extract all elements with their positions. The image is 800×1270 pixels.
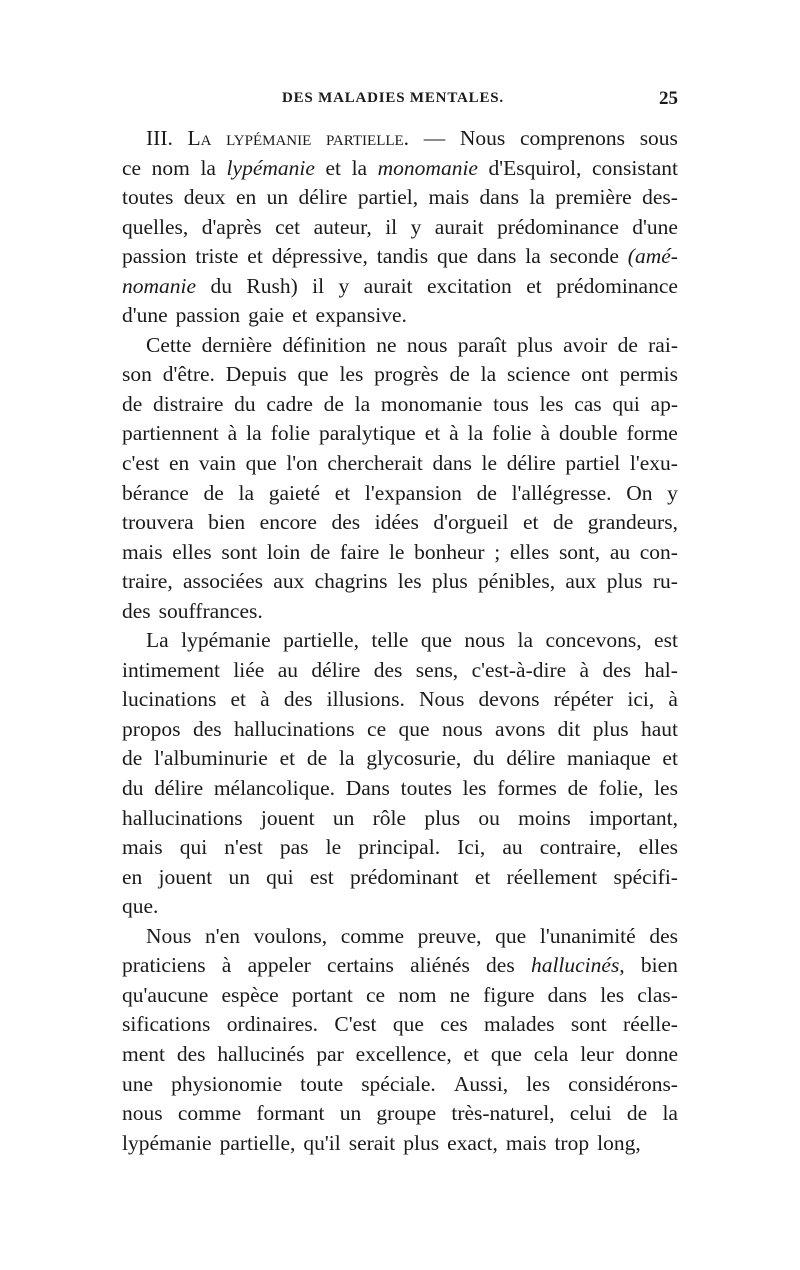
text-line: hallucinations jouent un rôle plus ou moins important, xyxy=(122,805,678,830)
text-line: nomanie du Rush) il y aurait excitation et prédominance xyxy=(122,273,678,298)
text-line: quelles, d'après cet auteur, il y aurait prédominance d'une xyxy=(122,214,678,239)
text-line: intimement liée au délire des sens, c'est-à-dire à des hal- xyxy=(122,657,678,682)
running-head xyxy=(122,90,678,116)
text-line: du délire mélancolique. Dans toutes les formes de folie, les xyxy=(122,776,678,801)
running-title: DES MALADIES MENTALES. xyxy=(282,90,504,106)
text-line: propos des hallucinations ce que nous avons dit plus haut xyxy=(122,716,678,741)
text-line: partiennent à la folie paralytique et à la folie à double forme xyxy=(122,421,678,446)
text-line: passion triste et dépressive, tandis que dans la seconde (amé- xyxy=(122,244,678,269)
text-line: trouvera bien encore des idées d'orgueil et de grandeurs, xyxy=(122,510,678,535)
text-line: des souffrances. xyxy=(122,598,263,623)
page-number: 25 xyxy=(659,88,678,109)
text-line: son d'être. Depuis que les progrès de la science ont permis xyxy=(122,362,678,387)
text-line: que. xyxy=(122,894,159,919)
text-line: de l'albuminurie et de la glycosurie, du délire maniaque et xyxy=(122,746,678,771)
text-line: mais qui n'est pas le principal. Ici, au contraire, elles xyxy=(122,835,678,860)
paragraph xyxy=(122,626,678,921)
text-line: qu'aucune espèce portant ce nom ne figure dans les clas- xyxy=(122,982,678,1007)
text-line: lucinations et à des illusions. Nous devons répéter ici, à xyxy=(122,687,678,712)
text-line: lypémanie partielle, qu'il serait plus exact, mais trop long, xyxy=(122,1130,641,1155)
text-line: traire, associées aux chagrins les plus pénibles, aux plus ru- xyxy=(122,569,678,594)
text-line: Nous n'en voulons, comme preuve, que l'unanimité des xyxy=(146,923,678,948)
paragraph xyxy=(122,331,678,626)
text-line: praticiens à appeler certains aliénés des hallucinés, bien xyxy=(122,953,678,978)
text-line: une physionomie toute spéciale. Aussi, les considérons- xyxy=(122,1071,678,1096)
paragraph xyxy=(122,124,678,331)
text-line: d'une passion gaie et expansive. xyxy=(122,303,407,328)
text-line: ce nom la lypémanie et la monomanie d'Esquirol, consistant xyxy=(122,155,678,180)
text-line: toutes deux en un délire partiel, mais dans la première des- xyxy=(122,185,678,210)
text-line: mais elles sont loin de faire le bonheur ; elles sont, au con- xyxy=(122,539,678,564)
text-line: La lypémanie partielle, telle que nous la concevons, est xyxy=(146,628,678,653)
text-line: nous comme formant un groupe très-naturel, celui de la xyxy=(122,1101,678,1126)
text-line: ment des hallucinés par excellence, et que cela leur donne xyxy=(122,1041,678,1066)
text-line: de distraire du cadre de la monomanie tous les cas qui ap- xyxy=(122,391,678,416)
text-line: c'est en vain que l'on chercherait dans le délire partiel l'exu- xyxy=(122,451,678,476)
text-line: bérance de la gaieté et l'expansion de l'allégresse. On y xyxy=(122,480,678,505)
paragraph xyxy=(122,922,678,1158)
body-text xyxy=(122,124,678,1158)
text-line: sifications ordinaires. C'est que ces malades sont réelle- xyxy=(122,1012,678,1037)
text-line: Cette dernière définition ne nous paraît plus avoir de rai- xyxy=(146,332,678,357)
text-line: en jouent un qui est prédominant et réellement spécifi- xyxy=(122,864,678,889)
text-line: III. La lypémanie partielle. — Nous comprenons sous xyxy=(146,126,678,150)
